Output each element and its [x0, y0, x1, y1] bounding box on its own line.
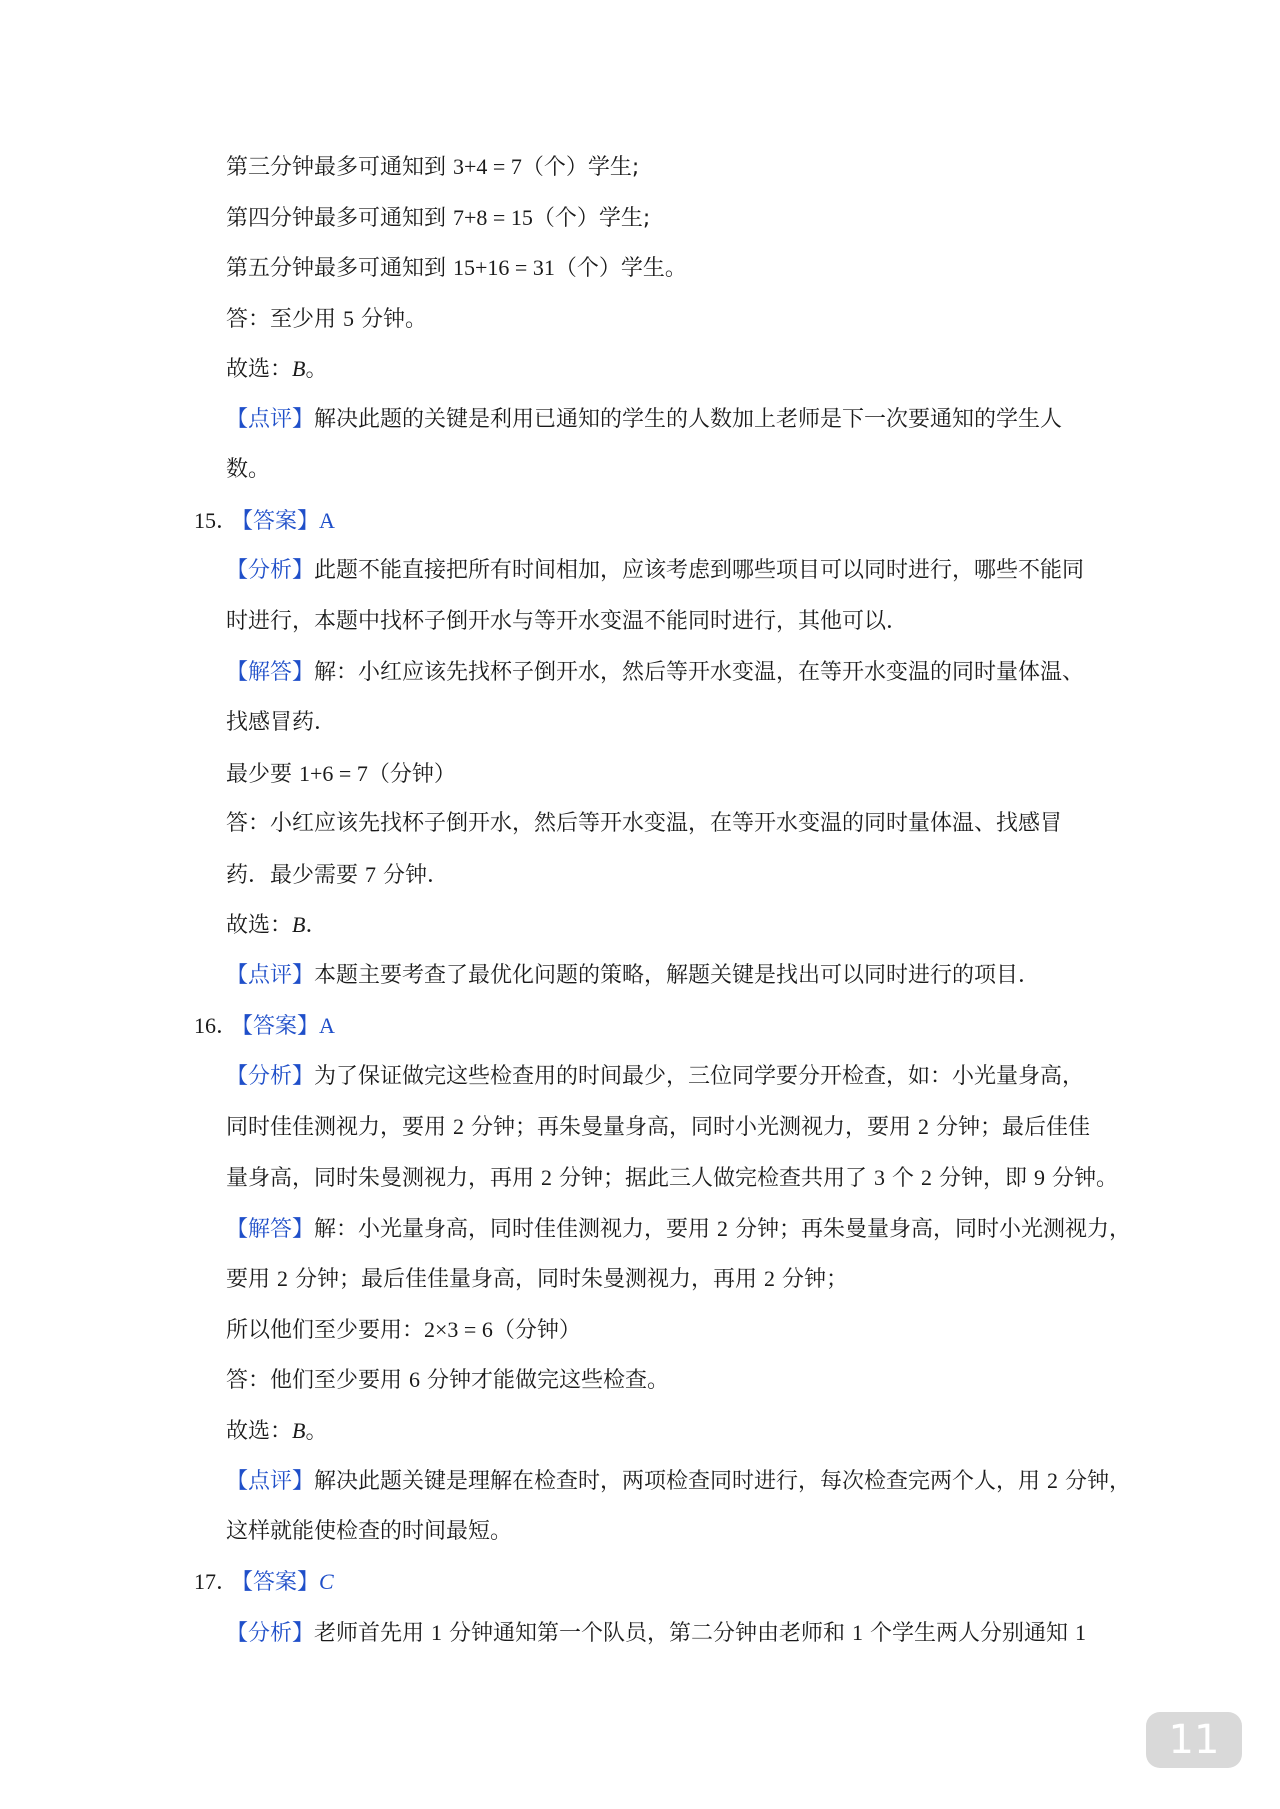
text-line [226, 961, 1040, 991]
text-segment: 分钟；最后佳佳 [929, 1115, 1090, 1140]
text-segment: 2 [717, 1216, 729, 1241]
text-line [226, 455, 270, 485]
text-segment: 2 [921, 1165, 932, 1190]
text-line [226, 607, 908, 637]
text-segment: 分钟． [376, 863, 449, 888]
text-segment: 同时佳佳测视力，要用 [226, 1115, 453, 1140]
text-segment: 答：至少用 [226, 307, 343, 332]
text-line [226, 1416, 327, 1446]
text-segment: （个）学生; [532, 206, 651, 231]
text-segment: 7+8 = 15 [453, 205, 533, 230]
text-segment: 找感冒药． [226, 710, 337, 735]
text-segment: 解决此题的关键是利用已通知的学生的人数加上老师是下一次要通知的学生人 [314, 407, 1063, 432]
text-segment: ． [305, 913, 328, 938]
text-segment: 9 [1034, 1165, 1045, 1190]
text-segment: 3+4 = 7 [453, 154, 522, 179]
text-segment: 为了保证做完这些检查用的时间最少，三位同学要分开检查，如：小光量身高， [314, 1064, 1085, 1089]
section-tag: 【答案】 [242, 1570, 320, 1595]
section-tag: C [319, 1569, 334, 1594]
text-segment: B [292, 356, 306, 381]
text-segment: 2 [277, 1266, 288, 1291]
text-line [226, 304, 427, 334]
text-segment: 个 [885, 1166, 921, 1191]
text-segment: 解：小红应该先找杯子倒开水，然后等开水变温，在等开水变温的同时量体温、 [314, 660, 1085, 685]
text-segment: 这样就能使检查的时间最短。 [226, 1519, 513, 1544]
section-tag: A [319, 1013, 335, 1038]
text-segment: 所以他们至少要用： [226, 1318, 425, 1343]
text-segment: 分钟；据此三人做完检查共用了 [552, 1166, 874, 1191]
text-segment: 本题主要考查了最优化问题的策略，解题关键是找出可以同时进行的项目． [314, 963, 1041, 988]
text-segment: 要用 [226, 1267, 277, 1292]
text-segment: 2×3 = 6 [424, 1317, 493, 1342]
text-segment: 量身高，同时朱曼测视力，再用 [226, 1166, 541, 1191]
text-segment: 故选： [226, 357, 293, 382]
text-segment: B [292, 1418, 306, 1443]
text-line [226, 203, 650, 233]
text-segment: 6 [409, 1367, 420, 1392]
text-segment: 分钟；再朱曼量身高，同时小光测视力， [728, 1217, 1132, 1242]
text-segment: 分钟。 [354, 307, 427, 332]
text-line [226, 708, 336, 738]
text-segment: 7 [365, 862, 376, 887]
text-segment: 5 [343, 306, 354, 331]
section-tag: 【解答】 [226, 660, 315, 685]
text-line [226, 1214, 1131, 1244]
text-segment: 分钟。 [1045, 1166, 1118, 1191]
question-answer-line [194, 1567, 334, 1597]
text-line [226, 1062, 1084, 1092]
text-segment: 。 [305, 1419, 328, 1444]
text-segment: 答：他们至少要用 [226, 1368, 409, 1393]
text-line [226, 910, 327, 940]
text-line [226, 1517, 512, 1547]
text-segment: （分钟） [492, 1318, 581, 1343]
text-segment: B [292, 912, 306, 937]
text-segment: 第五分钟最多可通知到 [226, 256, 453, 281]
text-segment: 故选： [226, 913, 293, 938]
text-segment: 分钟；再朱曼量身高，同时小光测视力，要用 [464, 1115, 918, 1140]
question-number: 17． [194, 1569, 239, 1594]
text-line [226, 1163, 1118, 1193]
text-segment: （个）学生。 [554, 256, 687, 281]
text-line [226, 1466, 1131, 1496]
text-segment: 2 [1047, 1468, 1059, 1493]
text-line [226, 809, 1062, 839]
text-segment: 数。 [226, 457, 271, 482]
text-segment: 1 [431, 1620, 443, 1645]
section-tag: A [319, 508, 335, 533]
section-tag: 【点评】 [226, 407, 315, 432]
text-segment: 1 [852, 1620, 864, 1645]
text-line [226, 759, 456, 789]
text-segment: 。 [305, 357, 328, 382]
text-segment: 2 [453, 1114, 464, 1139]
text-line [226, 405, 1062, 435]
text-segment: 故选： [226, 1419, 293, 1444]
text-line [226, 1365, 669, 1395]
text-line [226, 658, 1084, 688]
text-segment: 解：小光量身高，同时佳佳测视力，要用 [314, 1217, 718, 1242]
text-segment: 个学生两人分别通知 [863, 1621, 1076, 1646]
text-line [226, 1315, 581, 1345]
text-line [226, 253, 687, 283]
text-segment: 老师首先用 [314, 1621, 432, 1646]
text-segment: 第三分钟最多可通知到 [226, 155, 453, 180]
text-segment: 药．最少需要 [226, 863, 365, 888]
text-segment: 此题不能直接把所有时间相加，应该考虑到哪些项目可以同时进行，哪些不能同 [314, 558, 1085, 583]
section-tag: 【点评】 [226, 1469, 315, 1494]
text-segment: （个）学生; [521, 155, 640, 180]
section-tag: 【分析】 [226, 558, 315, 583]
section-tag: 【分析】 [226, 1064, 315, 1089]
text-line [226, 152, 639, 182]
text-segment: （分钟） [367, 762, 456, 787]
text-segment: 最少要 [226, 762, 299, 787]
text-segment: 分钟，即 [932, 1166, 1034, 1191]
text-line [226, 860, 449, 890]
text-segment: 时进行，本题中找杯子倒开水与等开水变温不能同时进行，其他可以． [226, 609, 909, 634]
text-segment: 分钟；最后佳佳量身高，同时朱曼测视力，再用 [288, 1267, 764, 1292]
text-line [226, 1112, 1090, 1142]
text-line [226, 556, 1084, 586]
text-segment: 第四分钟最多可通知到 [226, 206, 453, 231]
text-segment: 分钟； [775, 1267, 848, 1292]
text-segment: 答：小红应该先找杯子倒开水，然后等开水变温，在等开水变温的同时量体温、找感冒 [226, 811, 1063, 836]
text-segment: 1+6 = 7 [299, 761, 368, 786]
section-tag: 【答案】 [242, 1014, 320, 1039]
text-segment: 解决此题关键是理解在检查时，两项检查同时进行，每次检查完两个人，用 [314, 1469, 1048, 1494]
text-line [226, 1264, 848, 1294]
text-segment: 2 [541, 1165, 552, 1190]
text-line [226, 354, 327, 384]
text-segment: 分钟才能做完这些检查。 [420, 1368, 669, 1393]
text-segment: 分钟， [1058, 1469, 1132, 1494]
text-segment: 15+16 = 31 [453, 255, 555, 280]
text-segment: 2 [764, 1266, 775, 1291]
page-number-badge: 11 [1146, 1712, 1242, 1768]
question-number: 15． [194, 508, 239, 533]
question-number: 16． [194, 1013, 239, 1038]
section-tag: 【解答】 [226, 1217, 315, 1242]
question-answer-line [194, 1011, 335, 1041]
text-segment: 1 [1075, 1620, 1087, 1645]
text-segment: 分钟通知第一个队员，第二分钟由老师和 [442, 1621, 853, 1646]
text-segment: 3 [874, 1165, 885, 1190]
section-tag: 【点评】 [226, 963, 315, 988]
text-line [226, 1618, 1086, 1648]
text-segment: 2 [918, 1114, 929, 1139]
question-answer-line [194, 506, 335, 536]
section-tag: 【答案】 [242, 509, 320, 534]
section-tag: 【分析】 [226, 1621, 315, 1646]
